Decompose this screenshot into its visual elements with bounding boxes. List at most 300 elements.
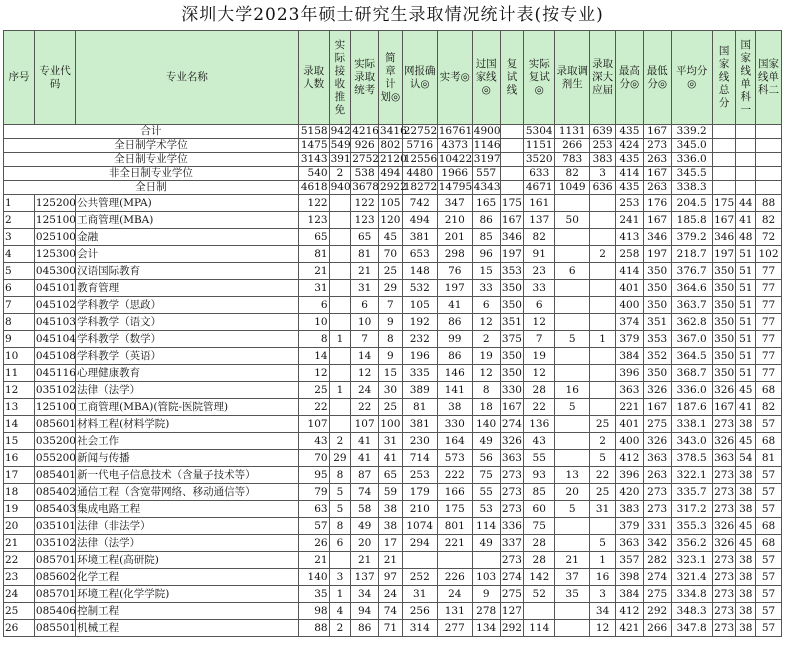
table-cell: 363	[500, 450, 524, 467]
table-cell: 105	[402, 297, 437, 314]
table-cell	[590, 382, 616, 399]
table-cell: 7	[351, 331, 379, 348]
table-cell: 653	[402, 246, 437, 263]
table-cell: 38	[379, 518, 403, 535]
table-cell: 法律（法学）	[76, 382, 299, 399]
table-cell: 330	[500, 382, 524, 399]
table-cell: 136	[524, 416, 555, 433]
table-cell: 2	[4, 212, 35, 229]
table-cell: 350	[643, 297, 671, 314]
table-cell: 学科教学（语文）	[76, 314, 299, 331]
summary-cell: 336.0	[671, 153, 712, 167]
table-cell: 18	[472, 399, 500, 416]
table-cell: 326	[712, 382, 736, 399]
table-cell: 21	[379, 552, 403, 569]
summary-cell: 783	[555, 153, 590, 167]
table-cell: 22	[4, 552, 35, 569]
summary-cell	[712, 125, 736, 139]
table-cell: 1	[329, 331, 351, 348]
table-row	[4, 246, 782, 263]
table-cell: 355.3	[671, 518, 712, 535]
table-cell: 68	[756, 382, 782, 399]
table-cell	[329, 212, 351, 229]
table-cell: 298	[437, 246, 472, 263]
table-cell: 6	[4, 280, 35, 297]
table-cell: 21	[351, 263, 379, 280]
table-cell: 137	[351, 569, 379, 586]
table-cell: 801	[437, 518, 472, 535]
table-cell: 114	[524, 620, 555, 637]
table-cell: 274	[500, 569, 524, 586]
table-cell: 25	[590, 484, 616, 501]
table-cell: 75	[524, 518, 555, 535]
table-cell: 055200	[34, 450, 75, 467]
table-cell	[590, 229, 616, 246]
table-cell: 322.1	[671, 467, 712, 484]
table-cell: 352	[643, 348, 671, 365]
summary-cell: 391	[330, 153, 351, 165]
table-cell: 52	[524, 586, 555, 603]
table-cell: 控制工程	[76, 603, 299, 620]
table-cell: 085601	[34, 416, 75, 433]
table-cell: 25	[379, 399, 403, 416]
table-cell: 汉语国际教育	[76, 263, 299, 280]
table-cell: 045104	[34, 331, 75, 348]
table-cell: 1	[329, 586, 351, 603]
table-cell: 025100	[34, 229, 75, 246]
table-cell: 31	[379, 433, 403, 450]
table-cell: 9	[4, 331, 35, 348]
table-cell: 38	[736, 586, 756, 603]
table-cell: 326	[643, 382, 671, 399]
table-cell: 197	[437, 280, 472, 297]
table-row	[4, 297, 782, 314]
table-row	[4, 399, 782, 416]
table-cell: 363	[615, 535, 643, 552]
table-cell: 57	[756, 501, 782, 518]
table-cell: 350	[643, 365, 671, 382]
table-cell: 机械工程	[76, 620, 299, 637]
table-cell: 81	[351, 246, 379, 263]
table-cell: 3	[590, 586, 616, 603]
table-cell: 337	[500, 535, 524, 552]
table-cell: 38	[736, 569, 756, 586]
table-cell: 035102	[34, 535, 75, 552]
table-cell: 材料工程(材料学院)	[76, 416, 299, 433]
table-cell: 38	[736, 603, 756, 620]
table-cell: 335	[402, 365, 437, 382]
table-cell: 2	[590, 246, 616, 263]
table-cell: 085406	[34, 603, 75, 620]
table-cell: 31	[351, 280, 379, 297]
table-cell: 137	[524, 212, 555, 229]
table-cell	[590, 195, 616, 212]
table-cell: 350	[500, 365, 524, 382]
table-cell: 57	[756, 552, 782, 569]
summary-label: 非全日制专业学位	[4, 167, 299, 181]
table-cell: 363.7	[671, 297, 712, 314]
summary-cell: 2	[329, 167, 351, 181]
table-cell: 258	[615, 246, 643, 263]
table-cell: 401	[615, 416, 643, 433]
table-cell: 273	[500, 501, 524, 518]
table-cell: 400	[615, 433, 643, 450]
table-cell: 201	[437, 229, 472, 246]
column-header: 国家线单科一	[736, 31, 756, 125]
table-cell: 167	[712, 399, 736, 416]
table-cell: 274	[500, 416, 524, 433]
table-cell: 25	[298, 382, 329, 399]
summary-cell: 926	[351, 139, 379, 153]
table-cell: 221	[615, 399, 643, 416]
table-cell: 58	[351, 501, 379, 518]
summary-cell: 557	[472, 167, 500, 181]
table-cell: 321.4	[671, 569, 712, 586]
summary-cell: 3678	[352, 181, 379, 193]
table-cell: 294	[402, 535, 437, 552]
table-cell: 会计	[76, 246, 299, 263]
table-cell: 21	[298, 263, 329, 280]
table-cell	[437, 552, 472, 569]
column-header: 过国家线◎	[472, 31, 500, 125]
table-row	[4, 501, 782, 518]
table-cell: 12	[298, 365, 329, 382]
table-cell: 742	[402, 195, 437, 212]
table-cell: 77	[756, 263, 782, 280]
table-cell: 197	[712, 246, 736, 263]
table-cell: 43	[524, 433, 555, 450]
summary-cell: 3197	[473, 153, 501, 165]
table-cell: 185.8	[671, 212, 712, 229]
table-cell: 414	[615, 263, 643, 280]
table-cell: 573	[437, 450, 472, 467]
summary-cell: 435	[615, 153, 643, 167]
table-cell	[555, 246, 590, 263]
table-cell: 85	[472, 229, 500, 246]
table-cell: 1	[590, 552, 616, 569]
summary-cell: 3416	[380, 125, 407, 137]
table-cell: 085602	[34, 569, 75, 586]
table-cell: 63	[298, 501, 329, 518]
table-cell: 326	[712, 433, 736, 450]
table-cell: 50	[555, 212, 590, 229]
table-cell: 140	[298, 569, 329, 586]
summary-cell: 338.3	[671, 181, 712, 195]
table-cell: 13	[4, 399, 35, 416]
table-cell: 57	[756, 484, 782, 501]
table-cell: 10	[298, 314, 329, 331]
table-cell	[329, 263, 351, 280]
table-cell: 085701	[34, 586, 75, 603]
table-cell: 6	[351, 297, 379, 314]
summary-cell	[712, 153, 736, 167]
table-cell: 210	[402, 501, 437, 518]
table-cell: 56	[472, 450, 500, 467]
summary-cell	[736, 167, 756, 181]
summary-cell: 167	[643, 125, 671, 139]
table-cell: 413	[615, 229, 643, 246]
summary-cell	[712, 167, 736, 181]
table-cell: 24	[4, 586, 35, 603]
summary-cell	[756, 139, 782, 153]
table-cell: 12	[4, 382, 35, 399]
table-cell: 273	[712, 416, 736, 433]
table-cell: 4	[4, 246, 35, 263]
table-cell	[555, 603, 590, 620]
admission-table	[3, 30, 782, 637]
table-cell: 33	[472, 280, 500, 297]
summary-cell: 2120	[380, 153, 407, 165]
table-row	[4, 484, 782, 501]
table-cell: 24	[351, 382, 379, 399]
summary-cell: 540	[298, 167, 329, 181]
table-cell: 141	[437, 382, 472, 399]
table-cell: 97	[379, 569, 403, 586]
table-cell: 48	[736, 229, 756, 246]
table-cell: 412	[615, 450, 643, 467]
table-cell: 17	[379, 535, 403, 552]
table-cell: 165	[472, 195, 500, 212]
table-cell: 335.7	[671, 484, 712, 501]
table-cell: 9	[379, 314, 403, 331]
summary-cell: 1475	[298, 139, 329, 153]
table-cell	[329, 365, 351, 382]
summary-cell: 494	[380, 167, 401, 179]
table-cell: 15	[379, 365, 403, 382]
table-cell: 88	[298, 620, 329, 637]
table-cell: 4	[329, 603, 351, 620]
table-cell: 343.0	[671, 433, 712, 450]
table-cell: 11	[4, 365, 35, 382]
table-cell: 45	[736, 518, 756, 535]
summary-cell: 435	[615, 181, 643, 195]
table-cell: 045102	[34, 297, 75, 314]
summary-cell: 5304	[524, 125, 555, 139]
summary-cell: 82	[555, 167, 590, 181]
table-cell: 085501	[34, 620, 75, 637]
summary-cell: 940	[330, 181, 351, 193]
table-cell	[555, 297, 590, 314]
table-cell: 新一代电子信息技术（含量子技术等）	[76, 467, 299, 484]
table-cell: 102	[756, 246, 782, 263]
table-cell: 363	[643, 450, 671, 467]
table-cell	[555, 433, 590, 450]
table-cell: 10	[4, 348, 35, 365]
table-cell: 87	[351, 467, 379, 484]
table-cell: 21	[298, 552, 329, 569]
summary-cell: 1146	[473, 139, 501, 151]
table-cell: 6	[298, 297, 329, 314]
table-row	[4, 365, 782, 382]
table-cell: 41	[736, 212, 756, 229]
table-cell: 金融	[76, 229, 299, 246]
table-cell: 273	[712, 484, 736, 501]
table-cell: 379	[615, 518, 643, 535]
table-cell	[590, 365, 616, 382]
table-cell: 8	[472, 382, 500, 399]
table-cell: 351	[643, 314, 671, 331]
table-cell: 17	[4, 467, 35, 484]
table-cell: 22	[524, 399, 555, 416]
table-cell: 21	[555, 552, 590, 569]
table-cell: 342	[643, 535, 671, 552]
table-cell: 37	[555, 569, 590, 586]
table-cell: 273	[712, 501, 736, 518]
table-cell: 14	[298, 348, 329, 365]
table-cell: 347.8	[671, 620, 712, 637]
table-cell	[555, 280, 590, 297]
table-cell: 6	[555, 263, 590, 280]
table-cell: 77	[756, 297, 782, 314]
table-cell: 57	[756, 620, 782, 637]
table-cell: 275	[500, 586, 524, 603]
table-cell: 51	[736, 297, 756, 314]
table-cell: 218.7	[671, 246, 712, 263]
table-cell: 38	[736, 467, 756, 484]
summary-cell: 639	[590, 125, 616, 139]
table-cell: 378.5	[671, 450, 712, 467]
table-cell: 81	[756, 450, 782, 467]
table-cell: 19	[524, 348, 555, 365]
table-cell	[590, 399, 616, 416]
table-cell: 44	[736, 195, 756, 212]
summary-cell	[500, 139, 524, 153]
table-cell: 350	[643, 263, 671, 280]
table-cell: 6	[524, 297, 555, 314]
table-cell: 5	[555, 331, 590, 348]
table-cell: 350	[712, 280, 736, 297]
summary-cell: 1966	[437, 167, 472, 181]
summary-cell: 4343	[473, 181, 501, 193]
table-cell: 192	[402, 314, 437, 331]
table-cell: 330	[437, 416, 472, 433]
table-cell: 125200	[34, 195, 75, 212]
column-header: 复试线	[500, 31, 524, 125]
table-cell: 226	[437, 569, 472, 586]
table-cell: 494	[402, 212, 437, 229]
table-cell: 74	[351, 484, 379, 501]
table-cell	[555, 229, 590, 246]
table-cell: 714	[402, 450, 437, 467]
table-cell: 35	[298, 586, 329, 603]
table-cell: 30	[379, 382, 403, 399]
table-cell: 68	[756, 518, 782, 535]
table-cell	[555, 348, 590, 365]
table-cell: 71	[379, 620, 403, 637]
table-cell: 88	[756, 195, 782, 212]
table-cell: 8	[4, 314, 35, 331]
table-cell: 396	[615, 365, 643, 382]
table-cell	[555, 416, 590, 433]
table-cell: 105	[379, 195, 403, 212]
table-cell: 65	[351, 229, 379, 246]
table-cell: 77	[756, 280, 782, 297]
table-cell: 364.5	[671, 348, 712, 365]
table-cell: 学科教学（英语）	[76, 348, 299, 365]
table-cell	[329, 280, 351, 297]
table-cell: 98	[298, 603, 329, 620]
summary-label: 全日制	[4, 181, 299, 195]
summary-row	[4, 125, 782, 139]
summary-cell	[712, 181, 736, 195]
table-cell: 1	[4, 195, 35, 212]
table-cell: 38	[736, 501, 756, 518]
table-cell: 34	[351, 586, 379, 603]
table-cell	[590, 348, 616, 365]
table-cell: 20	[555, 484, 590, 501]
table-cell: 8	[379, 331, 403, 348]
table-cell: 363	[615, 382, 643, 399]
table-cell: 2	[472, 331, 500, 348]
table-cell: 45	[379, 229, 403, 246]
table-cell: 292	[643, 603, 671, 620]
table-cell	[590, 212, 616, 229]
table-cell: 326	[500, 433, 524, 450]
table-cell: 12	[524, 365, 555, 382]
table-cell: 65	[298, 229, 329, 246]
table-cell: 91	[524, 246, 555, 263]
table-cell	[329, 297, 351, 314]
table-cell: 76	[437, 263, 472, 280]
table-cell: 14	[351, 348, 379, 365]
summary-cell: 14795	[438, 181, 473, 193]
table-cell: 16	[555, 382, 590, 399]
table-cell: 55	[472, 484, 500, 501]
table-cell: 323.1	[671, 552, 712, 569]
table-cell: 274	[643, 569, 671, 586]
table-cell: 14	[4, 416, 35, 433]
table-cell: 187.6	[671, 399, 712, 416]
table-cell: 142	[524, 569, 555, 586]
table-cell: 326	[712, 535, 736, 552]
summary-cell: 339.2	[671, 125, 712, 139]
table-cell: 51	[736, 331, 756, 348]
table-cell: 350	[712, 331, 736, 348]
summary-cell	[756, 153, 782, 167]
summary-cell: 263	[643, 181, 671, 195]
table-cell: 6	[329, 535, 351, 552]
table-cell: 282	[643, 552, 671, 569]
table-cell: 350	[712, 365, 736, 382]
table-cell: 085403	[34, 501, 75, 518]
table-cell: 24	[437, 586, 472, 603]
table-cell: 336	[500, 518, 524, 535]
table-cell: 350	[712, 314, 736, 331]
table-cell: 77	[756, 365, 782, 382]
table-cell: 103	[472, 569, 500, 586]
table-cell: 20	[4, 518, 35, 535]
table-cell: 7	[524, 331, 555, 348]
table-cell	[329, 195, 351, 212]
summary-cell: 266	[555, 139, 590, 153]
table-cell: 346	[712, 229, 736, 246]
table-cell: 22	[351, 399, 379, 416]
column-header: 专业代码	[34, 31, 75, 125]
column-header: 最高分◎	[615, 31, 643, 125]
table-cell: 346	[500, 229, 524, 246]
table-cell: 131	[437, 603, 472, 620]
table-cell: 77	[756, 348, 782, 365]
table-cell: 368.7	[671, 365, 712, 382]
table-cell: 292	[500, 620, 524, 637]
table-cell: 164	[437, 433, 472, 450]
table-cell: 120	[379, 212, 403, 229]
summary-cell: 1049	[555, 181, 590, 195]
table-cell: 10	[351, 314, 379, 331]
table-cell: 167	[500, 399, 524, 416]
table-cell: 51	[736, 280, 756, 297]
table-cell	[329, 416, 351, 433]
